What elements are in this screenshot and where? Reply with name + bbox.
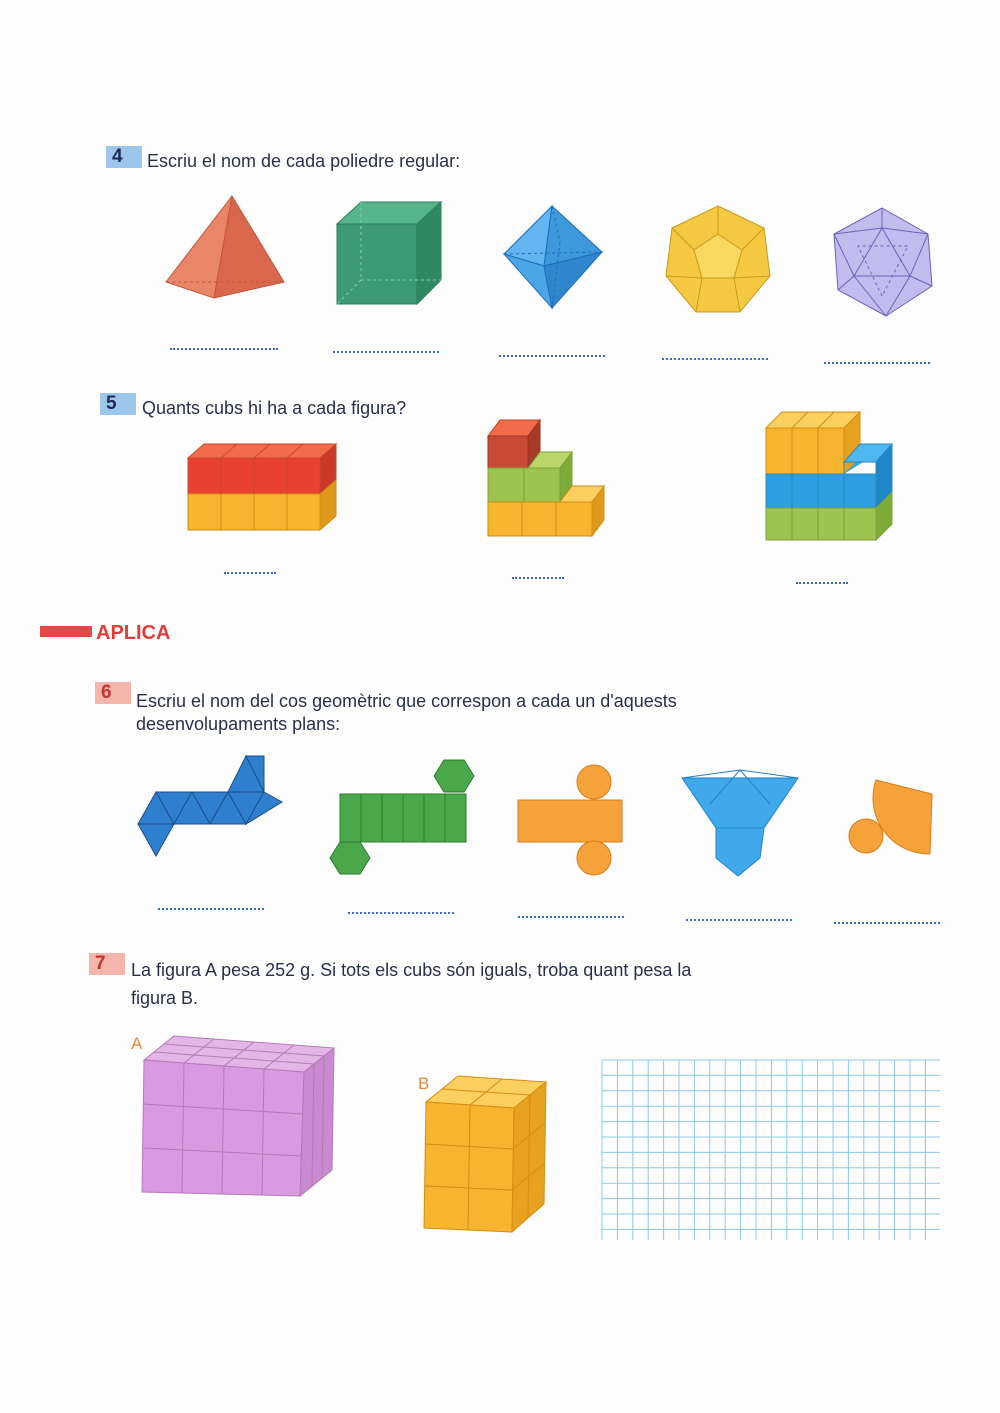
answer-line-6b[interactable] — [348, 912, 454, 914]
figure-b-block — [422, 1074, 548, 1234]
pyramid-net — [680, 768, 800, 880]
cylinder-net — [514, 762, 626, 880]
figure-a-block — [140, 1034, 336, 1198]
exercise-6-number: 6 — [95, 682, 131, 704]
exercise-6-text-line2: desenvolupaments plans: — [136, 714, 341, 734]
exercise-4-number: 4 — [106, 146, 142, 168]
section-title: APLICA — [96, 622, 171, 644]
cube-block-figure-2 — [484, 416, 608, 540]
exercise-7-number: 7 — [89, 953, 125, 975]
cube-block-figure-3 — [762, 410, 896, 544]
answer-line-6c[interactable] — [518, 916, 624, 918]
exercise-5-text: Quants cubs hi ha a cada figura? — [142, 398, 407, 418]
exercise-5-number: 5 — [100, 393, 136, 415]
answer-line-5b[interactable] — [512, 577, 564, 579]
answer-line-4b[interactable] — [333, 351, 439, 353]
cone-net — [846, 776, 938, 860]
figure-b-label: B — [418, 1074, 430, 1093]
figure-a-label: A — [131, 1034, 143, 1053]
cube-block-figure-1 — [186, 442, 338, 534]
section-bar — [40, 626, 92, 637]
exercise-7-text-line2: figura B. — [131, 988, 199, 1008]
octahedron-net — [136, 752, 286, 862]
answer-line-6e[interactable] — [834, 922, 940, 924]
cube-figure — [333, 200, 445, 308]
answer-grid[interactable] — [600, 1058, 942, 1242]
answer-line-5c[interactable] — [796, 582, 848, 584]
answer-line-6a[interactable] — [158, 908, 264, 910]
icosahedron-figure — [830, 206, 938, 318]
tetrahedron-figure — [160, 190, 290, 310]
answer-line-4d[interactable] — [662, 358, 768, 360]
dodecahedron-figure — [662, 204, 774, 316]
answer-line-4e[interactable] — [824, 362, 930, 364]
exercise-4-text: Escriu el nom de cada poliedre regular: — [147, 151, 461, 171]
octahedron-figure — [500, 202, 606, 312]
exercise-7-text-line1: La figura A pesa 252 g. Si tots els cubs són iguals, troba quant pesa la — [131, 960, 692, 980]
answer-line-5a[interactable] — [224, 572, 276, 574]
answer-line-4c[interactable] — [499, 355, 605, 357]
answer-line-6d[interactable] — [686, 919, 792, 921]
answer-line-4a[interactable] — [170, 348, 278, 350]
hexagonal-prism-net — [326, 758, 476, 876]
exercise-6-text-line1: Escriu el nom del cos geomètric que correspon a cada un d'aquests — [136, 691, 677, 711]
